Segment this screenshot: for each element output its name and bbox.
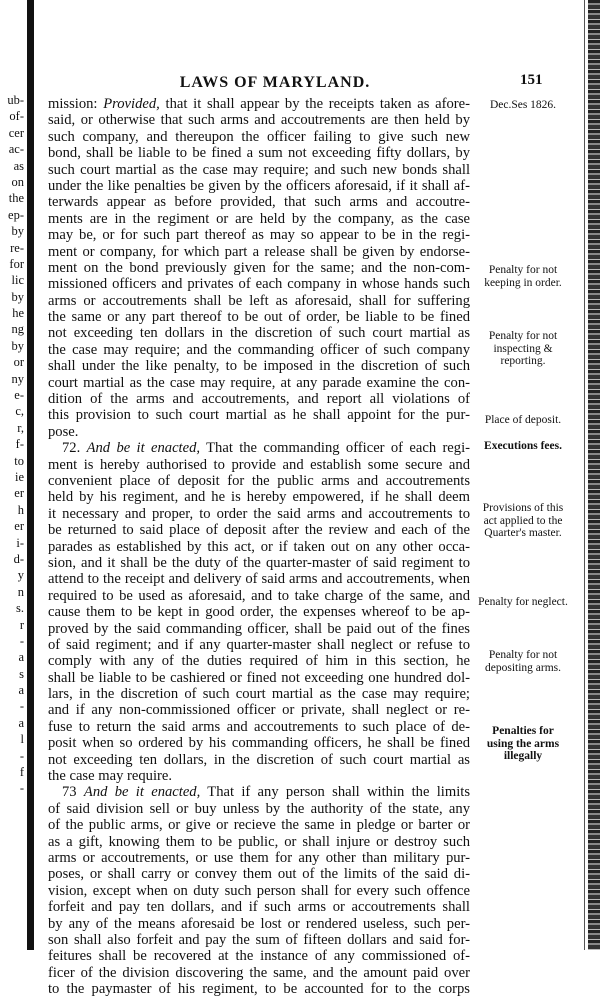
line-text: ment or company, for which part a release shall be given by endorse- [48, 243, 470, 260]
line-text: of the public arms, or give or recieve the same in pledge or barter or [48, 817, 470, 834]
text-line [48, 489, 470, 505]
text-line [48, 768, 470, 784]
fragment-line: cer [8, 125, 24, 140]
line-text: shall be liable to be cashiered or fined not exceeding one hundred dol- [48, 669, 470, 686]
previous-page-fragments [0, 92, 24, 797]
line-text: posit when so ordered by his commanding officers, he shall be fined [48, 735, 470, 752]
fragment-line: i- [16, 535, 24, 550]
text-line [48, 899, 470, 915]
text-line [48, 834, 470, 850]
line-text: and if any non-commissioned officer or private, shall neglect or re- [48, 702, 470, 719]
text-line [48, 735, 470, 751]
text-line [48, 555, 470, 571]
fragment-line: ny [11, 371, 24, 386]
text-line [48, 866, 470, 882]
line-text: proved by the said commanding officer, shall be paid out of the fines [48, 620, 470, 637]
text-line [48, 145, 470, 161]
text-line [48, 162, 470, 178]
text-line [48, 424, 470, 440]
fragment-line: r [19, 617, 24, 632]
text-line [48, 916, 470, 932]
margin-note-not-depositing: Penalty for not depositing arms. [484, 649, 562, 674]
fragment-line: c, [15, 404, 24, 419]
fragment-line: - [19, 699, 24, 714]
text-line [48, 702, 470, 718]
line-text: bond, shall be liable to be fined a sum not exceeding fifty dollars, by [48, 145, 470, 162]
fragment-line: to [14, 453, 24, 468]
text-line [48, 670, 470, 686]
line-text: ment is hereby authorised to provide and establish some secure and [48, 456, 470, 473]
fragment-line: re- [10, 240, 24, 255]
margin-note-neglect: Penalty for neglect. [478, 596, 568, 608]
text-line [48, 391, 470, 407]
body-text [48, 96, 470, 997]
line-text: poses, or shall carry or convey them out of the limits of the said di- [48, 866, 470, 883]
line-text: fuse to return the said arms and accoutrements to such place of de- [48, 718, 470, 735]
line-text: by any of the means aforesaid be lost or rendered useless, such per- [48, 915, 470, 932]
fragment-line: on [11, 174, 24, 189]
text-line [48, 621, 470, 637]
fragment-line: ie [14, 469, 24, 484]
fragment-line: by [11, 338, 24, 353]
line-text: said, or otherwise that such arms and accoutrements are then held by [48, 112, 470, 129]
text-line [48, 784, 470, 800]
italic-phrase: And be it enacted, [86, 440, 201, 457]
text-line [48, 522, 470, 538]
line-text: forfeit and pay ten dollars, and if such arms or accoutrements shall [48, 899, 470, 916]
text-line [48, 112, 470, 128]
fragment-line: d- [13, 551, 24, 566]
text-line [48, 293, 470, 309]
fragment-line: a [18, 650, 24, 665]
line-text: of said division sell or buy unless by the authority of the state, any [48, 800, 470, 817]
page-number: 151 [520, 72, 543, 88]
line-text: arms or accoutrements, or use them for any other than military pur- [48, 849, 470, 866]
page-gutter-shadow [27, 0, 34, 950]
text-line [48, 588, 470, 604]
fragment-line: n [17, 584, 24, 599]
text-line [48, 96, 470, 112]
line-text: sion, and it shall be the duty of the quarter-master of said regiment to [48, 554, 470, 571]
text-line [48, 276, 470, 292]
fragment-line: ac- [8, 142, 24, 157]
fragment-line: h [17, 502, 24, 517]
fragment-line: s [19, 666, 24, 681]
text-line [48, 539, 470, 555]
line-text: cause them to be kept in good order, the expenses whereof to be ap- [48, 604, 470, 621]
margin-note-not-inspecting: Penalty for not inspecting & reporting. [488, 330, 558, 367]
fragment-line: he [12, 306, 24, 321]
text-line [48, 571, 470, 587]
text-line [48, 801, 470, 817]
fragment-line: of- [9, 109, 24, 124]
line-text: dition of the arms and accoutrements, and report all violations of [48, 391, 470, 408]
line-text: this provision to such court martial as he shall appoint for the pur- [48, 407, 470, 424]
text-line [48, 457, 470, 473]
italic-phrase: Provided, [103, 96, 160, 112]
line-text: required to be used as aforesaid, and to take charge of the same, and [48, 587, 470, 604]
fragment-line: - [19, 748, 24, 763]
line-text: such company, and thereupon the officer failing to give such new [48, 128, 470, 145]
text-line [48, 719, 470, 735]
text-line [48, 817, 470, 833]
line-text: court martial as the case may require, at any parade examine the con- [48, 374, 470, 391]
fragment-line: f [19, 765, 24, 780]
running-title: LAWS OF MARYLAND. [179, 74, 371, 91]
line-text: that it shall appear by the receipts taken as afore- [159, 96, 470, 112]
text-line [48, 604, 470, 620]
text-line [48, 850, 470, 866]
line-text: 72. [62, 440, 87, 457]
line-text: missioned officers and privates of each company in whose hands such [48, 276, 470, 293]
line-text: such court martial as the case may require; and such new bonds shall [48, 161, 470, 178]
margin-note-provisions-applied: Provisions of this act applied to the Quarter's master. [482, 502, 564, 539]
line-text: as a gift, knowing them to be public, or shall injure or destroy such [48, 833, 470, 850]
line-text: 73 [62, 784, 84, 801]
fragment-line: r, [17, 420, 24, 435]
fragment-line: a [18, 683, 24, 698]
fragment-line: l [20, 732, 24, 747]
line-text: mission: [48, 96, 104, 112]
fragment-line: lic [11, 273, 24, 288]
text-line [48, 506, 470, 522]
fragment-line: by [11, 224, 24, 239]
fragment-line: ub- [7, 93, 24, 107]
line-text: ficer of the division discovering the same, and the amount paid over [48, 964, 470, 981]
fragment-line: by [11, 289, 24, 304]
fragment-line: or [13, 355, 24, 370]
line-text: convenient place of deposit for the public arms and accoutrements [48, 472, 470, 489]
line-text: not exceeding ten dollars in the discretion of such court martial as [48, 325, 470, 342]
line-text: the case may require. [48, 768, 172, 785]
text-line [48, 309, 470, 325]
fragment-line: e- [14, 388, 24, 403]
line-text: feitures shall be recovered at the instance of any commissioned of- [48, 948, 470, 965]
text-line [48, 342, 470, 358]
fragment-line: as [13, 158, 24, 173]
fragment-line: the [8, 191, 24, 206]
line-text: son shall also forfeit and pay the sum of fifteen dollars and said for- [48, 931, 470, 948]
line-text: of said regiment; and if any quarter-master shall neglect or refuse to [48, 636, 470, 653]
text-line [48, 686, 470, 702]
text-line [48, 653, 470, 669]
line-text: may be, or for such part thereof as may so appear to be in the regi- [48, 227, 470, 244]
line-text: comply with any of the duties required of him in this section, he [48, 653, 470, 670]
page-edge-strip [588, 0, 600, 950]
line-text: to the paymaster of his regiment, to be accounted for to the corps [48, 981, 470, 998]
text-line [48, 244, 470, 260]
fragment-line: - [19, 633, 24, 648]
page-edge-line [584, 0, 585, 950]
line-text: arms or accoutrements shall be left as aforesaid, shall for suffering [48, 292, 470, 309]
text-line [48, 194, 470, 210]
italic-phrase: And be it enacted, [83, 784, 201, 801]
line-text: ments are in the regiment or are held by the company, as the case [48, 210, 470, 227]
line-text: attend to the receipt and delivery of said arms and accoutrements, when [48, 571, 470, 588]
line-text: lars, in the discretion of such court martial as the case may require; [48, 686, 470, 703]
fragment-line: ng [11, 322, 24, 337]
margin-note-session: Dec.Ses 1826. [489, 99, 557, 111]
fragment-line: - [19, 781, 24, 796]
fragment-line: s. [16, 601, 24, 616]
line-text: shall under the like penalty, to be imposed in the discretion of such [48, 358, 470, 375]
fragment-line: ep- [8, 207, 24, 222]
text-line [48, 407, 470, 423]
line-text: held by his regiment, and he is hereby empowered, if he shall deem [48, 489, 470, 506]
text-line [48, 473, 470, 489]
line-text: pose. [48, 423, 79, 440]
line-text: the same or any part thereof to be out of order, be liable to be fined [48, 309, 470, 326]
text-line [48, 932, 470, 948]
line-text: be returned to said place of deposit after the review and each of the [48, 522, 470, 539]
margin-note-executions-fees: Executions fees. [484, 440, 562, 452]
line-text: ment on the bond previously given for the same; and the non-com- [48, 259, 470, 276]
fragment-line: er [14, 486, 24, 501]
fragment-line: y [17, 568, 24, 583]
fragment-line: a [18, 715, 24, 730]
text-line [48, 637, 470, 653]
text-line [48, 752, 470, 768]
text-line [48, 129, 470, 145]
text-line [48, 211, 470, 227]
line-text: That if any person shall within the limits [200, 784, 470, 801]
text-line [48, 227, 470, 243]
margin-note-not-keeping: Penalty for not keeping in order. [484, 264, 562, 289]
fragment-line: f- [15, 437, 24, 452]
fragment-line: er [14, 519, 24, 534]
line-text: not exceeding ten dollars, in the discretion of such court martial as [48, 751, 470, 768]
text-line [48, 375, 470, 391]
line-text: vision, except when on duty such person shall for every such offence [48, 882, 470, 899]
text-line [48, 325, 470, 341]
fragment-line: for [9, 256, 24, 271]
line-text: the case may require; and the commanding officer of such company [48, 341, 470, 358]
line-text: parades as established by this act, or if taken out on any other occa- [48, 538, 470, 555]
line-text: terwards appear as before provided, that such arms and accoutre- [48, 194, 470, 211]
text-line [48, 178, 470, 194]
text-line [48, 981, 470, 997]
line-text: That the commanding officer of each regi- [200, 440, 470, 457]
line-text: it necessary and proper, to order the said arms and accoutrements to [48, 505, 470, 522]
text-line [48, 948, 470, 964]
line-text: under the like penalties be given by the officers aforesaid, if it shall af- [48, 177, 470, 194]
text-line [48, 358, 470, 374]
text-line [48, 965, 470, 981]
text-line [48, 260, 470, 276]
text-line [48, 883, 470, 899]
margin-note-place-deposit: Place of deposit. [484, 414, 562, 426]
text-line [48, 440, 470, 456]
margin-note-illegal-use: Penalties for using the arms illegally [486, 725, 560, 762]
